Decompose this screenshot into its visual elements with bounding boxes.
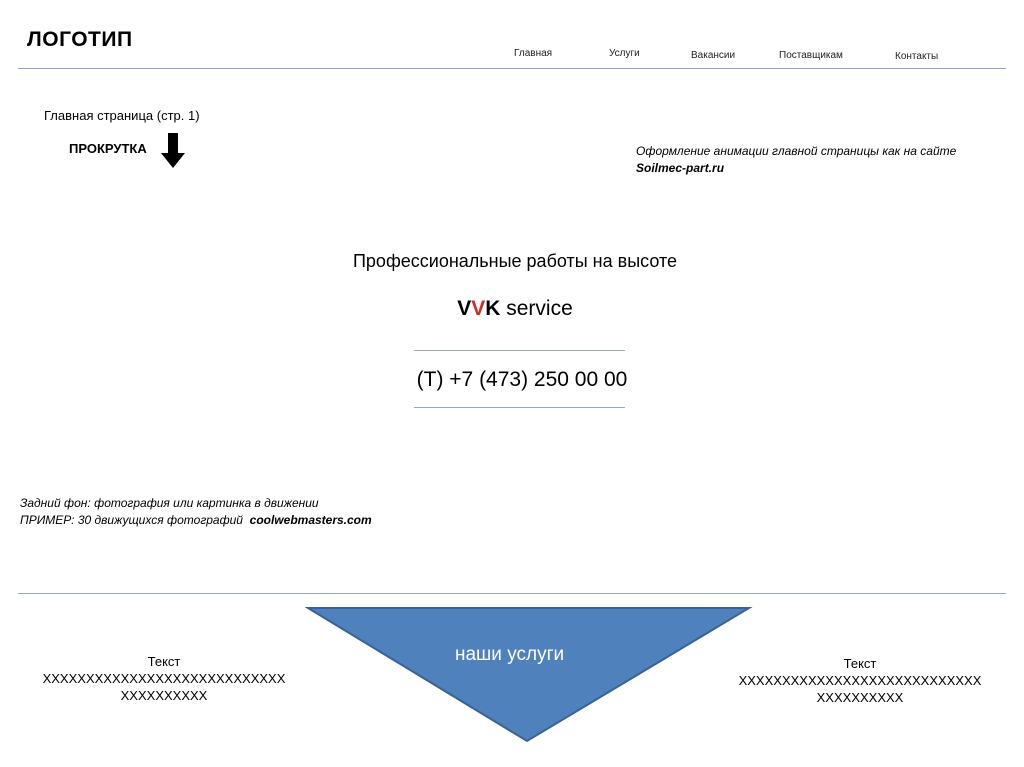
right-text-line1: XXXXXXXXXXXXXXXXXXXXXXXXXXXX (738, 673, 982, 688)
left-text-block (24, 653, 304, 704)
logo[interactable]: ЛОГОТИП (27, 28, 133, 51)
header-divider (18, 68, 1006, 69)
example-site-link[interactable]: coolwebmasters.com (249, 513, 372, 527)
brand-letter-v2: V (471, 297, 486, 320)
section-divider (18, 593, 1006, 594)
nav-services[interactable]: Услуги (609, 48, 640, 59)
arrow-down-icon (161, 133, 185, 174)
nav-suppliers[interactable]: Поставщикам (779, 50, 843, 61)
background-note-text: Задний фон: фотография или картинка в движении (20, 496, 319, 510)
left-text-line2: XXXXXXXXXX (120, 688, 208, 703)
phone-top-divider (414, 350, 625, 351)
left-text-title: Текст (147, 654, 181, 669)
right-text-title: Текст (843, 656, 877, 671)
left-text-line1: XXXXXXXXXXXXXXXXXXXXXXXXXXXX (42, 671, 286, 686)
scroll-label: ПРОКРУТКА (69, 141, 147, 156)
nav-contacts[interactable]: Контакты (895, 51, 939, 62)
reference-site-link[interactable]: Soilmec-part.ru (636, 161, 725, 175)
phone-bottom-divider (414, 407, 625, 408)
page-label: Главная страница (стр. 1) (44, 108, 200, 123)
nav-home[interactable]: Главная (514, 48, 553, 59)
phone-number[interactable]: (Т) +7 (473) 250 00 00 (416, 368, 628, 391)
brand-suffix: service (500, 297, 573, 320)
background-note (20, 495, 372, 529)
right-text-line2: XXXXXXXXXX (816, 690, 904, 705)
animation-note-text: Оформление анимации главной страницы как на сайте (636, 144, 957, 158)
brand-letter-k: K (485, 297, 501, 320)
brand-name (0, 297, 1024, 321)
hero-tagline: Профессиональные работы на высоте (352, 251, 678, 271)
services-triangle[interactable] (305, 605, 755, 745)
right-text-block (720, 655, 1000, 706)
brand-letter-v1: V (457, 297, 472, 320)
animation-note (636, 143, 956, 177)
example-note-text: ПРИМЕР: 30 движущихся фотографий (20, 513, 250, 527)
nav-vacancies[interactable]: Вакансии (691, 50, 736, 61)
services-label[interactable]: наши услуги (455, 644, 565, 665)
